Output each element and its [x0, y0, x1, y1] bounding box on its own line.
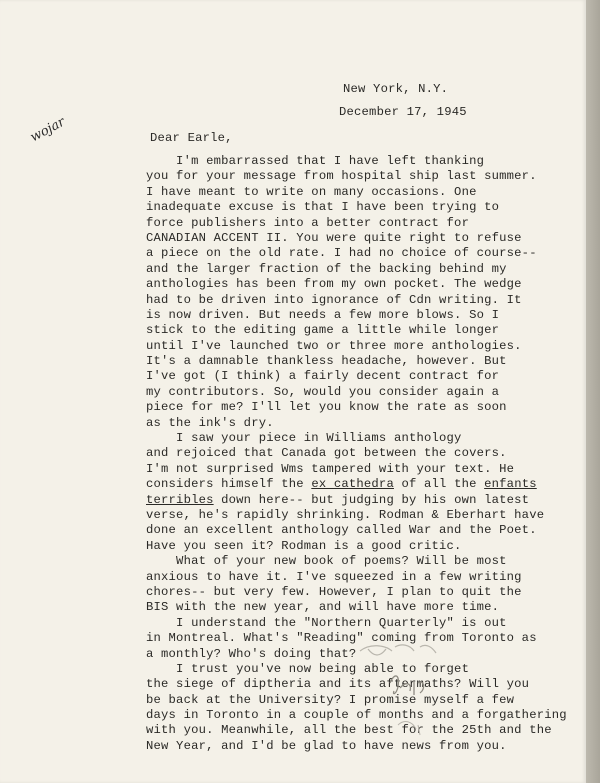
line-text: as the ink's dry.: [146, 415, 274, 430]
line-text: you for your message from hospital ship last summer.: [146, 169, 537, 184]
line-text: I've got (I think) a fairly decent contract for: [146, 369, 500, 384]
letter-line: [146, 493, 567, 508]
line-text: I understand the "Northern Quarterly" is out: [146, 615, 507, 630]
line-text: CANADIAN ACCENT II. You were quite right to refuse: [146, 230, 522, 245]
letter-line: [146, 246, 567, 261]
letter-line: [146, 616, 567, 631]
line-text: anxious to have it. I've squeezed in a few writing: [146, 569, 522, 584]
line-text: and rejoiced that Canada got between the covers.: [146, 446, 507, 461]
line-text: done an excellent anthology called War and the Poet.: [146, 523, 537, 538]
letter-line: [146, 154, 567, 169]
line-text: I saw your piece in Williams anthology: [146, 431, 462, 446]
line-text: until I've launched two or three more anthologies.: [146, 338, 522, 353]
letter-line: [146, 277, 567, 292]
letter-line: [146, 323, 567, 338]
letter-line: [146, 477, 567, 492]
letter-line: [146, 185, 567, 200]
letter-line: [146, 293, 567, 308]
line-text: BIS with the new year, and will have more time.: [146, 600, 500, 615]
line-text: my contributors. So, would you consider again a: [146, 384, 500, 399]
line-text: in Montreal. What's "Reading" coming from Toronto as: [146, 631, 537, 646]
line-text: piece for me? I'll let you know the rate as soon: [146, 400, 507, 415]
page-edge: [586, 0, 600, 783]
line-text: force publishers into a better contract for: [146, 215, 470, 230]
underlined-phrase: enfants: [484, 477, 537, 492]
underlined-phrase: ex cathedra: [311, 477, 394, 492]
letter-line: [146, 169, 567, 184]
letter-line: [146, 416, 567, 431]
line-text: Have you seen it? Rodman is a good critic.: [146, 538, 462, 553]
line-text: I have meant to write on many occasions. One: [146, 184, 477, 199]
letter-line: [146, 585, 567, 600]
line-text: inadequate excuse is that I have been trying to: [146, 200, 500, 215]
line-text: a piece on the old rate. I had no choice of course--: [146, 246, 537, 261]
line-text: I trust you've now being able to forget: [146, 661, 470, 676]
line-text: with you. Meanwhile, all the best for the 25th and the: [146, 723, 552, 738]
letter-line: [146, 339, 567, 354]
line-text: had to be driven into ignorance of Cdn writing. It: [146, 292, 522, 307]
line-text: a monthly? Who's doing that?: [146, 646, 357, 661]
letter-line: [146, 216, 567, 231]
line-text: and the larger fraction of the backing behind my: [146, 261, 507, 276]
letter-line: [146, 400, 567, 415]
letter-line: [146, 354, 567, 369]
line-text: chores-- but very few. However, I plan to quit the: [146, 584, 522, 599]
letter-line: [146, 462, 567, 477]
line-text: verse, he's rapidly shrinking. Rodman & Eberhart have: [146, 507, 545, 522]
letter-line: [146, 262, 567, 277]
underlined-phrase: terribles: [146, 492, 214, 507]
letter-line: [146, 446, 567, 461]
line-text: What of your new book of poems? Will be most: [146, 554, 507, 569]
letter-line: [146, 570, 567, 585]
letter-line: [146, 308, 567, 323]
letter-line: [146, 231, 567, 246]
handwritten-signature: [340, 633, 460, 753]
letter-line: [146, 431, 567, 446]
line-text: anthologies has been from my own pocket. The wedge: [146, 277, 522, 292]
letter-date: December 17, 1945: [339, 105, 467, 119]
line-text: considers himself the: [146, 477, 312, 492]
letter-line: [146, 200, 567, 215]
line-text: It's a damnable thankless headache, however. But: [146, 354, 507, 369]
line-text: is now driven. But needs a few more blows. So I: [146, 307, 500, 322]
line-text: stick to the editing game a little while longer: [146, 323, 500, 338]
letter-salutation: Dear Earle,: [150, 131, 233, 145]
letter-place: New York, N.Y.: [343, 82, 449, 96]
line-text: days in Toronto in a couple of months and a forgathering: [146, 708, 567, 723]
line-text: of all the: [393, 477, 485, 492]
line-text: down here-- but judging by his own latest: [213, 492, 530, 507]
handwritten-margin-note: wojar: [28, 114, 68, 146]
letter-line: [146, 385, 567, 400]
letter-line: [146, 554, 567, 569]
letter-line: [146, 508, 567, 523]
letter-line: [146, 523, 567, 538]
line-text: the siege of diptheria and its aftermaths? Will you: [146, 677, 530, 692]
line-text: I'm embarrassed that I have left thanking: [146, 154, 485, 168]
letter-line: [146, 539, 567, 554]
line-text: be back at the University? I promise myself a few: [146, 692, 515, 707]
line-text: I'm not surprised Wms tampered with your text. He: [146, 461, 515, 476]
line-text: New Year, and I'd be glad to have news from you.: [146, 738, 507, 753]
letter-line: [146, 369, 567, 384]
letter-line: [146, 600, 567, 615]
